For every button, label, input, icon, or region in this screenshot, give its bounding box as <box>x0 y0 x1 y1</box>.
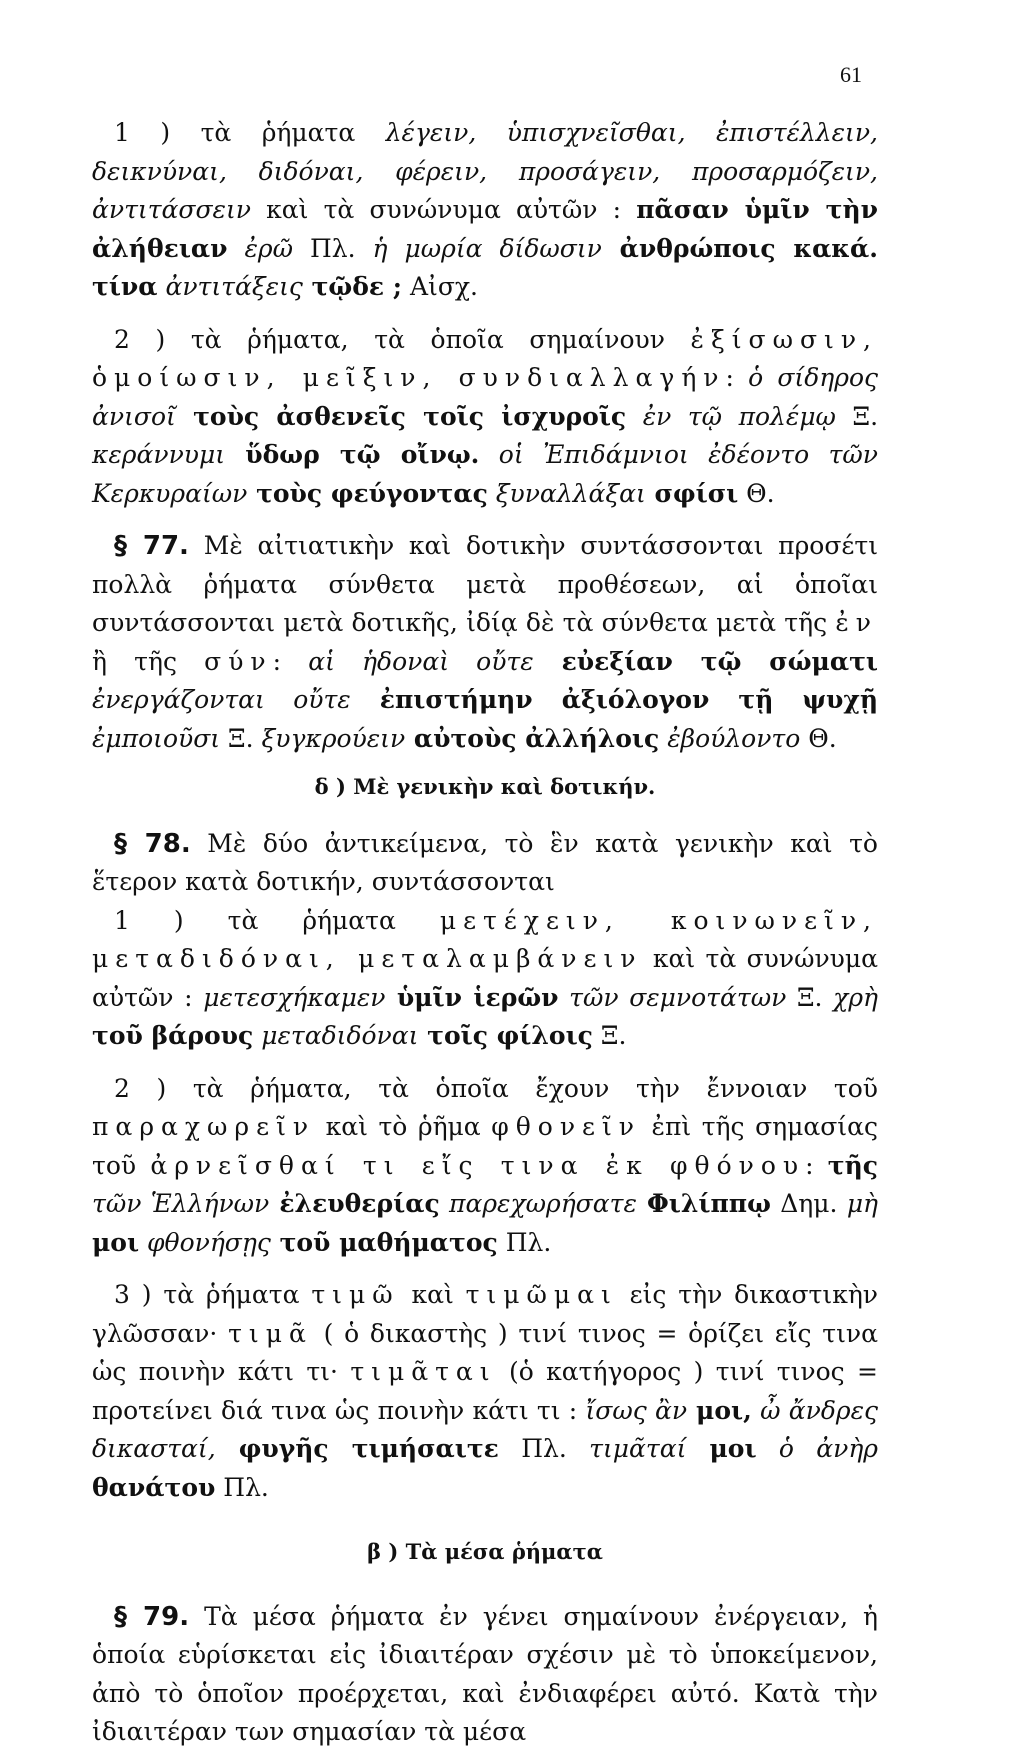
bold-span: πᾶσαν ὑμῖν τὴν ἀλήθειαν <box>92 195 878 263</box>
text-span: εἰς τὴν δικαστικὴν γλῶσσαν· <box>92 1280 878 1348</box>
text-span: καὶ <box>399 1280 466 1309</box>
italic-span: ἀντιτάξεις <box>157 272 303 301</box>
text-span: Πλ. <box>292 233 373 263</box>
spaced-span: τιμᾶται <box>350 1357 497 1386</box>
text-span: Τὰ μέσα ῥήματα ἐν γένει σημαίνουν ἐνέργειαν, ἡ ὁποία εὑρίσκεται εἰς ἰδιαιτέραν σχέσιν μὲ τὸ ὑποκείμενον, ἀπὸ τὸ ὁποῖον προέρχεται, καὶ ἐνδιαφέρει αὐτό. Κατὰ τὴν ἰδιαιτέραν των σημασίαν τὰ μέσα <box>92 1601 878 1746</box>
italic-span: μετεσχήκαμεν <box>203 982 386 1012</box>
bold-span: τῆς <box>827 1150 878 1180</box>
text-span: Θ. <box>800 723 837 753</box>
text-span: 1 ) τὰ ῥήματα <box>114 118 386 147</box>
paragraph-section-77 <box>92 527 878 758</box>
text-span: Μὲ δύο ἀντικείμενα, τὸ ἓν κατὰ γενικὴν καὶ τὸ ἕτερον κατὰ δοτικήν, συντάσσονται <box>92 828 878 896</box>
italic-span: αἱ ἡδοναὶ οὔτε <box>308 646 534 676</box>
italic-span: τῶν Ἑλλήνων <box>92 1189 270 1218</box>
text-span: Ξ. <box>786 982 834 1012</box>
italic-span: μὴ <box>846 1189 879 1218</box>
page-number: 61 <box>840 62 862 87</box>
paragraph-section-78 <box>92 825 878 902</box>
text-span: 2 ) τὰ ῥήματα, τὰ ὁποῖα ἔχουν τὴν ἔννοιαν τοῦ <box>114 1073 878 1103</box>
text-span: : <box>272 646 309 676</box>
paragraph-verbs-saying <box>92 114 878 307</box>
spaced-span: φθονεῖν <box>491 1112 641 1141</box>
subheading-genitive-dative: δ ) Μὲ γενικὴν καὶ δοτικήν. <box>314 774 656 799</box>
italic-span: κεράννυμι <box>92 440 226 469</box>
italic-span: ὦ ἄνδρες δικασταί, <box>92 1395 878 1463</box>
bold-span: φυγῆς τιμήσαιτε <box>215 1434 499 1463</box>
italic-span: ὁ σίδηρος ἀνισοῖ <box>92 363 878 431</box>
italic-span: ὁ ἀνὴρ <box>756 1434 878 1463</box>
text-span: καὶ τὸ ῥῆμα <box>315 1112 492 1141</box>
paragraph-verbs-sharing <box>92 902 878 1056</box>
italic-span: ἴσως ἂν <box>585 1395 688 1425</box>
spaced-span: ἐξίσωσιν, ὁμοίωσιν, μεῖξιν, συνδιαλλαγήν <box>92 324 878 392</box>
text-span: Πλ. <box>498 1434 590 1463</box>
italic-span: ἐβούλοντο <box>659 723 801 753</box>
spaced-span: σύν <box>204 646 273 676</box>
text-span: Δημ. <box>770 1189 847 1218</box>
italic-span: ἐνεργάζονται οὔτε <box>92 685 351 714</box>
italic-span: τῶν σεμνοτάτων <box>558 982 787 1012</box>
spaced-span: μετέχειν, κοινωνεῖν, μεταδιδόναι, μεταλαμβάνειν <box>92 905 878 973</box>
spaced-span: τιμᾶ <box>228 1318 313 1348</box>
section-number: § 77. <box>114 531 189 561</box>
italic-span: οἱ Ἐπιδάμνιοι ἐδέοντο τῶν Κερκυραίων <box>92 440 879 508</box>
spaced-span: ἀρνεῖσθαί τι εἴς τινα ἐκ φθόνου <box>150 1150 806 1180</box>
paragraph-section-79 <box>92 1598 878 1752</box>
text-span: (ὁ κατήγορος ) τινί τινος = προτείνει διά τινα ὡς ποινὴν κάτι τι : <box>92 1357 878 1425</box>
bold-span: μοι <box>686 1434 757 1463</box>
bold-span: θανάτου <box>92 1472 216 1502</box>
bold-span: ἀνθρώποις κακά. τίνα <box>92 233 878 301</box>
italic-span: ἐρῶ <box>227 233 293 263</box>
italic-span: λέγειν, ὑπισχνεῖσθαι, ἐπιστέλλειν, δεικνύναι, διδόναι, φέρειν, προσάγειν, προσαρμόζειν, ἀντιτάσσειν <box>92 118 878 224</box>
bold-span: τοῦ μαθήματος <box>270 1227 498 1257</box>
text-span: Πλ. <box>497 1227 552 1257</box>
text-span: Πλ. <box>215 1472 269 1502</box>
bold-span: μοι, <box>687 1395 752 1425</box>
bold-span: μοι <box>92 1227 140 1257</box>
text-span: 3 ) τὰ ῥήματα <box>114 1280 312 1309</box>
text-span: ἐπὶ τῆς σημασίας τοῦ <box>92 1112 878 1180</box>
text-span: Μὲ αἰτιατικὴν καὶ δοτικὴν συντάσσονται προσέτι πολλὰ ῥήματα σύνθετα μετὰ προθέσεων, αἱ ὁποῖαι συντάσσονται μετὰ δοτικῆς, ἰδίᾳ δὲ τὰ σύνθετα μετὰ τῆς <box>92 531 878 637</box>
bold-span: ἐλευθερίας <box>269 1189 440 1218</box>
bold-span: τοῖς φίλοις <box>418 1021 593 1050</box>
text-span: : <box>725 363 749 392</box>
paragraph-verbs-equalizing <box>92 321 878 514</box>
bold-span: τοῦ βάρους <box>92 1021 254 1050</box>
bold-span: σφίσι <box>645 478 739 508</box>
bold-span: ὑμῖν ἱερῶν <box>385 982 559 1012</box>
spaced-span: τιμῶ <box>311 1280 400 1309</box>
text-span: : <box>805 1150 828 1180</box>
text-span: καὶ τὰ συνώνυμα αὐτῶν : <box>92 944 878 1012</box>
bold-span: Φιλίππῳ <box>636 1189 771 1218</box>
italic-span: ἐμποιοῦσι <box>92 723 221 753</box>
text-span: Θ. <box>738 478 775 508</box>
section-number: § 79. <box>114 1601 190 1632</box>
section-number: § 78. <box>114 828 191 859</box>
bold-span: εὐεξίαν τῷ σώματι <box>533 646 878 676</box>
paragraph-verbs-yielding <box>92 1070 878 1263</box>
spaced-span: παραχωρεῖν <box>92 1112 316 1141</box>
bold-span: τῷδε ; <box>302 272 403 301</box>
bold-span: ἐπιστήμην ἀξιόλογον τῇ ψυχῇ <box>350 685 878 714</box>
italic-span: παρεχωρήσατε <box>439 1189 637 1218</box>
spaced-span: τιμῶμαι <box>465 1280 618 1309</box>
bold-span: τοὺς φεύγοντας <box>247 478 488 508</box>
italic-span: χρὴ <box>833 982 878 1012</box>
text-span: Ξ. <box>835 401 879 431</box>
text-span: Ξ. <box>220 723 262 753</box>
bold-span: ὕδωρ τῷ οἴνῳ. <box>225 440 480 469</box>
text-span: 2 ) τὰ ῥήματα, τὰ ὁποῖα σημαίνουν <box>114 324 691 354</box>
italic-span: τιμᾶταί <box>589 1434 687 1463</box>
bold-span: τοὺς ἀσθενεῖς τοῖς ἰσχυροῖς <box>175 401 627 431</box>
text-span: 1 ) τὰ ῥήματα <box>114 905 440 935</box>
bold-span: αὐτοὺς ἀλλήλοις <box>405 723 660 753</box>
italic-span: ἐν τῷ πολέμῳ <box>626 401 836 431</box>
italic-span: ξυγκρούειν <box>261 723 406 753</box>
italic-span: φθονήσῃς <box>139 1227 271 1257</box>
page-body <box>92 114 878 1752</box>
text-span: Ξ. <box>592 1021 627 1050</box>
italic-span: μεταδιδόναι <box>253 1021 419 1050</box>
text-span: ἢ τῆς <box>92 646 205 676</box>
spaced-span: ἐν <box>835 608 878 637</box>
italic-span: ἡ μωρία δίδωσιν <box>372 233 602 263</box>
paragraph-verbs-assessing <box>92 1276 878 1507</box>
text-span: καὶ τὰ συνώνυμα αὐτῶν : <box>250 195 637 224</box>
italic-span: ξυναλλάξαι <box>487 478 646 508</box>
text-span: Αἰσχ. <box>402 272 478 301</box>
text-span: ( ὁ δικαστὴς ) τινί τινος = ὁρίζει εἴς τινα ὡς ποινὴν κάτι τι· <box>92 1318 878 1386</box>
subheading-middle-verbs: β ) Τὰ μέσα ῥήματα <box>367 1539 603 1564</box>
